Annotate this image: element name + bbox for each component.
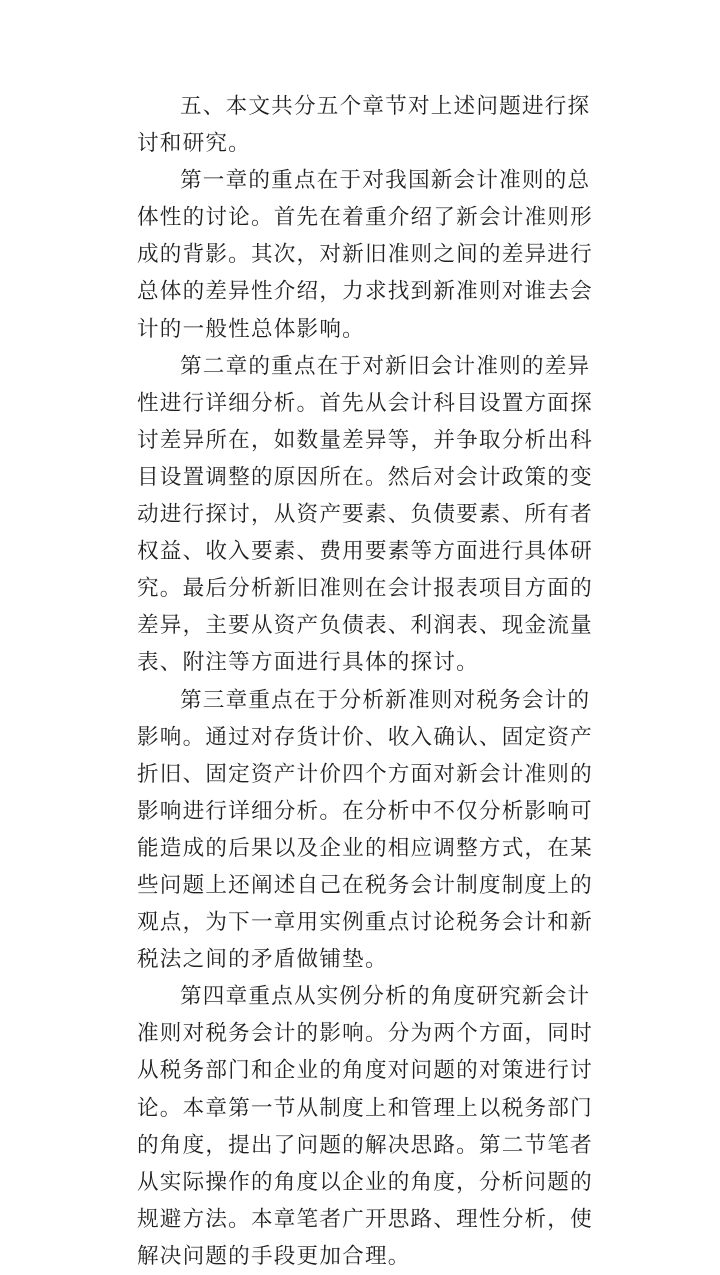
paragraph-chapter-two: 第二章的重点在于对新旧会计准则的差异性进行详细分析。首先从会计科目设置方面探讨差异所在，如数量差异等，并争取分析出科目设置调整的原因所在。然后对会计政策的变动进行探讨，从资产要素、负债要素、所有者权益、收入要素、费用要素等方面进行具体研究。最后分析新旧准则在会计报表项目方面的差异，主要从资产负债表、利润表、现金流量表、附注等方面进行具体的探讨。 — [137, 353, 593, 676]
document-body — [137, 88, 612, 1275]
paragraph-chapter-overview: 五、本文共分五个章节对上述问题进行探讨和研究。 — [137, 94, 591, 157]
paragraph-chapter-three: 第三章重点在于分析新准则对税务会计的影响。通过对存货计价、收入确认、固定资产折旧、固定资产计价四个方面对新会计准则的影响进行详细分析。在分析中不仅分析影响可能造成的后果以及企业的相应调整方式，在某些问题上还阐述自己在税务会计制度制度上的观点，为下一章用实例重点讨论税务会计和新税法之间的矛盾做铺垫。 — [137, 687, 593, 973]
paragraph-chapter-one: 第一章的重点在于对我国新会计准则的总体性的讨论。首先在着重介绍了新会计准则形成的背影。其次，对新旧准则之间的差异进行总体的差异性介绍，力求找到新准则对谁去会计的一般性总体影响。 — [137, 168, 593, 342]
paragraph-chapter-four: 第四章重点从实例分析的角度研究新会计准则对税务会计的影响。分为两个方面，同时从税务部门和企业的角度对问题的对策进行讨论。本章第一节从制度上和管理上以税务部门的角度，提出了问题的解决思路。第二节笔者从实际操作的角度以企业的角度，分析问题的规避方法。本章笔者广开思路、理性分析，使解决问题的手段更加合理。 — [137, 984, 593, 1269]
